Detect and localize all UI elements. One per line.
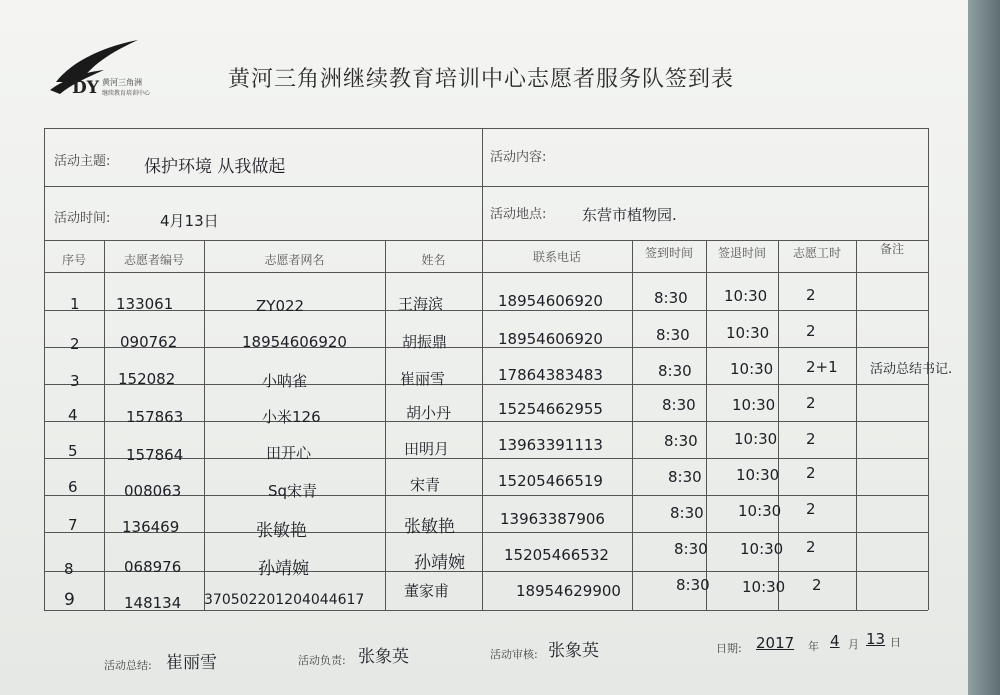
cell-name: 胡振鼎 (402, 333, 448, 351)
cell-hours: 2 (812, 576, 822, 594)
cell-check-in: 8:30 (676, 576, 710, 594)
cell-phone: 17864383483 (498, 366, 603, 384)
cell-volunteer-id: 157863 (126, 408, 184, 426)
cell-check-in: 8:30 (664, 432, 698, 450)
cell-hours: 2 (806, 538, 816, 556)
cell-check-out: 10:30 (738, 502, 782, 520)
date-day-unit: 日 (890, 636, 901, 649)
cell-volunteer-id: 136469 (122, 518, 180, 536)
row-line (44, 310, 928, 311)
theme-value: 保护环境 从我做起 (144, 157, 286, 177)
column-line (204, 240, 205, 610)
cell-name: 胡小丹 (406, 404, 452, 422)
cell-check-in: 8:30 (674, 540, 708, 558)
logo-subtitle: 继续教育培训中心 (102, 90, 151, 97)
date-year: 2017 (756, 634, 795, 652)
table-divider (44, 272, 928, 273)
cell-name: 王海滨 (398, 295, 444, 313)
header-check-in: 签到时间 (644, 246, 693, 260)
cell-hours: 2 (806, 322, 816, 340)
date-month-unit: 月 (848, 638, 859, 651)
row-line (44, 384, 928, 385)
cell-nickname: 孙靖婉 (258, 559, 309, 579)
table-divider (44, 240, 928, 241)
cell-nickname: 田开心 (266, 444, 312, 462)
cell-check-out: 10:30 (726, 324, 770, 342)
cell-serial: 3 (70, 372, 80, 390)
cell-volunteer-id: 157864 (126, 446, 184, 464)
place-label: 活动地点: (490, 207, 547, 222)
cell-hours: 2+1 (806, 358, 838, 376)
cell-volunteer-id: 090762 (120, 333, 178, 351)
cell-hours: 2 (806, 394, 816, 412)
cell-phone: 15205466519 (498, 472, 603, 490)
cell-check-in: 8:30 (658, 362, 692, 380)
cell-phone: 13963387906 (500, 510, 605, 528)
logo-letters: DY (72, 78, 99, 98)
column-line (385, 240, 386, 610)
cell-volunteer-id: 008063 (124, 482, 182, 500)
cell-serial: 6 (68, 478, 78, 496)
cell-phone: 15254662955 (498, 400, 603, 418)
content-label: 活动内容: (490, 150, 547, 165)
cell-check-in: 8:30 (662, 396, 696, 414)
cell-volunteer-id: 148134 (124, 594, 182, 612)
cell-check-out: 10:30 (734, 430, 778, 448)
header-volunteer-id: 志愿者编号 (123, 253, 184, 267)
cell-hours: 2 (806, 464, 816, 482)
cell-serial: 2 (70, 335, 80, 353)
cell-phone: 18954629900 (516, 582, 621, 600)
column-line (632, 240, 633, 610)
summary-signature: 崔丽雪 (166, 653, 217, 673)
cell-name: 张敏艳 (404, 517, 455, 537)
cell-check-in: 8:30 (656, 326, 690, 344)
header-phone: 联系电话 (532, 250, 581, 264)
cell-phone: 13963391113 (498, 436, 603, 454)
theme-label: 活动主题: (54, 154, 111, 169)
cell-nickname: 370502201204044617 (204, 592, 365, 608)
column-line (856, 240, 857, 610)
cell-hours: 2 (806, 500, 816, 518)
cell-phone: 18954606920 (498, 330, 603, 348)
document-title: 黄河三角洲继续教育培训中心志愿者服务队签到表 (228, 67, 735, 92)
table-border-left (44, 128, 45, 610)
cell-volunteer-id: 133061 (116, 295, 174, 313)
cell-check-out: 10:30 (732, 396, 776, 414)
date-day: 13 (866, 630, 886, 648)
logo-name: 黄河三角洲 (102, 78, 142, 87)
cell-nickname: 张敏艳 (256, 521, 307, 541)
cell-name: 田明月 (404, 440, 450, 458)
time-value: 4月13日 (160, 212, 219, 230)
cell-name: 董家甫 (404, 582, 450, 600)
header-remarks: 备注 (879, 242, 904, 256)
header-nickname: 志愿者网名 (264, 253, 325, 267)
place-value: 东营市植物园. (582, 206, 677, 224)
date-year-unit: 年 (808, 640, 819, 653)
lead-signature: 张象英 (358, 647, 409, 667)
cell-nickname: 18954606920 (242, 333, 347, 351)
time-label: 活动时间: (54, 211, 111, 226)
cell-nickname: 小呐雀 (262, 372, 308, 390)
header-check-out: 签退时间 (717, 246, 766, 260)
header-serial: 序号 (61, 253, 86, 267)
cell-serial: 9 (64, 590, 75, 610)
cell-check-in: 8:30 (668, 468, 702, 486)
cell-hours: 2 (806, 286, 816, 304)
cell-nickname: Sq宋青 (268, 482, 318, 500)
column-line (482, 240, 483, 610)
cell-check-out: 10:30 (742, 578, 786, 596)
cell-serial: 1 (70, 295, 80, 313)
date-label: 日期: (716, 642, 742, 655)
header-hours: 志愿工时 (792, 246, 841, 260)
cell-check-out: 10:30 (730, 360, 774, 378)
background-surface (968, 0, 1000, 695)
cell-check-out: 10:30 (736, 466, 780, 484)
cell-serial: 8 (64, 560, 74, 578)
info-divider (482, 128, 483, 240)
cell-nickname: ZY022 (256, 297, 305, 315)
cell-phone: 15205466532 (504, 546, 609, 564)
cell-name: 崔丽雪 (400, 370, 446, 388)
header-name: 姓名 (421, 253, 446, 267)
cell-serial: 5 (68, 442, 78, 460)
cell-serial: 4 (68, 406, 78, 424)
cell-serial: 7 (68, 516, 78, 534)
date-month: 4 (830, 632, 840, 650)
cell-hours: 2 (806, 430, 816, 448)
cell-check-out: 10:30 (740, 540, 784, 558)
cell-remarks: 活动总结书记. (870, 362, 953, 377)
review-signature: 张象英 (548, 641, 599, 661)
cell-name: 宋青 (410, 476, 441, 494)
table-divider (44, 186, 928, 187)
cell-check-out: 10:30 (724, 287, 768, 305)
cell-phone: 18954606920 (498, 292, 603, 310)
column-line (104, 240, 105, 610)
cell-nickname: 小米126 (262, 408, 321, 426)
lead-label: 活动负责: (298, 654, 346, 667)
cell-check-in: 8:30 (654, 289, 688, 307)
summary-label: 活动总结: (104, 659, 152, 672)
cell-check-in: 8:30 (670, 504, 704, 522)
table-border-top (44, 128, 928, 129)
cell-volunteer-id: 068976 (124, 558, 182, 576)
review-label: 活动审核: (490, 648, 538, 661)
cell-volunteer-id: 152082 (118, 370, 176, 388)
cell-name: 孙靖婉 (414, 553, 465, 573)
